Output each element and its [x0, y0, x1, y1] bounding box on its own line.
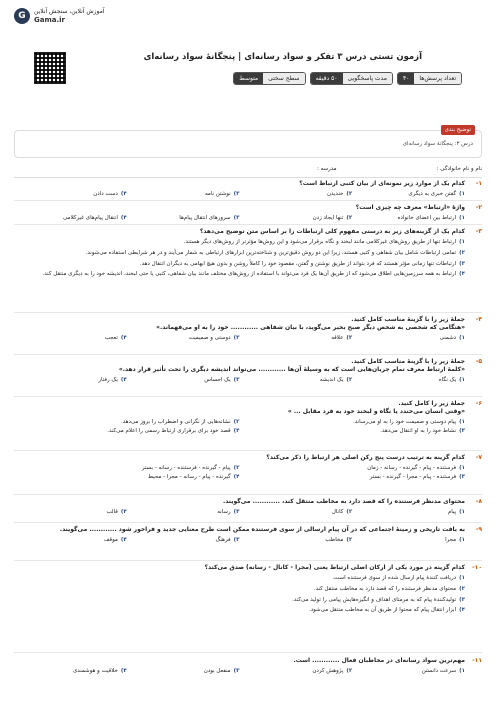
- student-info-row: [14, 166, 482, 178]
- question-7: ۷ - کدام گزینه به ترتیب درست پنج رکن اصلی هر ارتباط را ذکر می‌کند؟ ۱) فرستنده - پیام - گیرنده - رسانه - زمان ۲) پیام - گیرنده - فرستنده - رسانه - بستر ۳) فرستنده - پیام - مجرا - گیرنده - بستر ۴) گیرنده - پیام - رسانه - مجرا - محیط: [14, 454, 482, 480]
- option-2[interactable]: ۲) مخاطب: [325, 536, 353, 543]
- chip-question-count: تعداد پرسش‌ها ۴۰: [397, 72, 462, 85]
- option-1[interactable]: ۱) پیام: [447, 508, 465, 515]
- option-3[interactable]: ۳) منفعل بودن: [203, 667, 240, 674]
- option-4[interactable]: ۴) موقف: [103, 536, 127, 543]
- option-3[interactable]: ۳) فرهنگ: [215, 536, 240, 543]
- question-sentence: «کلمهٔ ارتباط معرف تمام جریان‌هایی است که به وسیلهٔ آن‌ها ............ می‌تواند اندیشه دیگری را تحت تأثیر قرار دهد.»: [118, 365, 465, 373]
- question-6: ۶ - جملهٔ زیر را کامل کنید. «وقتی انسان می‌خندد یا نگاه و لبخند خود به فرد مقابل ... » ۱) پیام دوستی و صمیمت خود را به او می‌رساند. ۲) نشانه‌هایی از نگرانی و اضطراب را بروز می‌دهد. ۳) نشاط خود را به او انتقال می‌دهد. ۴) قصد خود برای برقراری ارتباط رسمی را اعلام می‌کند.: [14, 400, 482, 434]
- question-text: محتوای مدنظر فرستنده را که قصد دارد به مخاطب منتقل کند، ............ می‌گویند.: [223, 498, 465, 505]
- question-2: ۲ - واژهٔ «ارتباط» معرف چه چیزی است؟ ۱) ارتباط بین اعضای خانواده ۲) تنها ایجاد زدن ۳) سرورهای انتقال پیام‌ها ۴) انتقال پیام‌های غیرکلامی: [14, 204, 482, 221]
- option-3[interactable]: ۳) تولیدکنندهٔ پیام که به مرمتای اهداف و انگیزه‌هایش پیامی را تولید می‌کند.: [292, 596, 465, 603]
- question-11: ۱۱ - مهم‌ترین سواد رسانه‌ای در مخاطبان فعال ............ است. ۱) سرعت دانستن ۲) پژوهش کردن ۳) منفعل بودن ۴) خلاقیت و هوشمندی: [14, 657, 482, 674]
- option-1[interactable]: ۱) یک نگاه: [438, 376, 465, 383]
- option-1[interactable]: ۱) پیام دوستی و صمیمت خود را به او می‌رساند.: [352, 418, 465, 425]
- option-2[interactable]: ۲) تمامی ارتباطات شامل بیان شفاهی و کتبی هستند، زیرا این دو روش دقیق‌ترین و شناخته‌ترین ابزارهای ارتباطی به شمار می‌آیند و در هر شرایطی استفاده می‌شوند.: [85, 249, 465, 256]
- question-text: جملهٔ زیر را با گزینهٔ مناسب کامل کنید.: [351, 316, 465, 323]
- question-text: کدام گزینه در مورد یکی از ارکان اصلی ارتباط یعنی (مجرا - کانال - رسانه) صدق می‌کند؟: [204, 564, 465, 571]
- question-10: ۱۰ - کدام گزینه در مورد یکی از ارکان اصلی ارتباط یعنی (مجرا - کانال - رسانه) صدق می‌کند؟ ۱) دریافت کنندهٔ پیام ارسال شده از سوی فرستنده است. ۲) محتوای مدنظر فرستنده را که قصد دارد به مخاطب منتقل کند. ۳) تولیدکنندهٔ پیام که به مرمتای اهداف و انگیزه‌هایش پیامی را تولید می‌کند. ۴) ابزار انتقال پیام که محتوا از طریق آن به مخاطب منتقل می‌شود.: [14, 564, 482, 614]
- question-3: ۳ - کدام یک از گزینه‌های زیر به درستی مفهوم کلی ارتباطات را بر اساس متن توضیح می‌دهد؟ ۱) ارتباط تنها از طریق روش‌های غیرکلامی مانند لبخند و نگاه برقرار می‌شود و این روش‌ها مؤثرتر از روش‌های دیگر هستند. ۲) تمامی ارتباطات شامل بیان شفاهی و کتبی هستند، زیرا این دو روش دقیق‌ترین و شناخته‌ترین ابزارهای ارتباطی به شمار می‌آیند و در هر شرایطی استفاده می‌شوند. ۳) ارتباطات تنها زمانی مؤثر هستند که فرد بتواند از طریق نوشتن و گفتن، مقصود خود را کاملاً روشن و بدون هیچ ابهامی به دیگران انتقال دهد. ۴) ارتباط به همه سرزمین‌هایی اطلاق می‌شود که از طریق آن‌ها یک فرد می‌تواند با استفاده از روش‌های مختلف مانند بیان شفاهی، کتبی یا حتی لبخند، اندیشه خود را به دیگری منتقل کند.: [14, 228, 482, 278]
- question-5: ۵ - جملهٔ زیر را با گزینهٔ مناسب کامل کنید. «کلمهٔ ارتباط معرف تمام جریان‌هایی است که به وسیلهٔ آن‌ها ............ می‌تواند اندیشه دیگری را تحت تأثیر قرار دهد.» ۱) یک نگاه ۲) یک اندیشه ۳) یک احساس ۴) یک رفتار: [14, 358, 482, 383]
- exam-info-bar: [233, 72, 462, 85]
- student-name-label: نام و نام خانوادگی :: [436, 166, 482, 172]
- question-text: مهم‌ترین سواد رسانه‌ای در مخاطبان فعال ............ است.: [293, 657, 465, 664]
- question-text: کدام گزینه به ترتیب درست پنج رکن اصلی هر ارتباط را ذکر می‌کند؟: [266, 454, 465, 461]
- option-1[interactable]: ۱) فرستنده - پیام - گیرنده - رسانه - زمان: [367, 464, 465, 471]
- school-label: مدرسه :: [316, 166, 337, 172]
- option-4[interactable]: ۴) تعجب: [104, 334, 127, 341]
- option-1[interactable]: ۱) دشمنی: [439, 334, 465, 341]
- option-1[interactable]: ۱) ارتباط تنها از طریق روش‌های غیرکلامی مانند لبخند و نگاه برقرار می‌شود و این روش‌ها مؤثرتر از روش‌های دیگر هستند.: [183, 238, 465, 245]
- question-8: ۸ - محتوای مدنظر فرستنده را که قصد دارد به مخاطب منتقل کند، ............ می‌گویند. ۱) پیام ۲) کانال ۳) رسانه ۴) قالب: [14, 498, 482, 515]
- brand-url: Gama.ir: [34, 15, 65, 24]
- option-3[interactable]: ۳) ارتباطات تنها زمانی مؤثر هستند که فرد بتواند از طریق نوشتن و گفتن، مقصود خود را کاملاً روشن و بدون هیچ ابهامی به دیگران انتقال دهد.: [139, 260, 465, 267]
- option-2[interactable]: ۲) پژوهش کردن: [312, 667, 353, 674]
- option-1[interactable]: ۱) سرعت دانستن: [421, 667, 465, 674]
- gama-logo-icon: G: [14, 8, 30, 24]
- notes-tag: توضیح بندی: [441, 125, 475, 135]
- option-2[interactable]: ۲) یک اندیشه: [319, 376, 353, 383]
- option-1[interactable]: ۱) دریافت کنندهٔ پیام ارسال شده از سوی فرستنده است.: [332, 574, 465, 581]
- question-text: به بافت تاریخی و زمینهٔ اجتماعی که در آن پیام ارسالی از سوی فرستنده ممکن است طرح معنایی جدید و فراخور شود ............ می‌گویند.: [59, 526, 465, 533]
- brand-logo[interactable]: [14, 8, 124, 24]
- option-1[interactable]: ۱) مجرا: [445, 536, 465, 543]
- question-9: ۹ - به بافت تاریخی و زمینهٔ اجتماعی که در آن پیام ارسالی از سوی فرستنده ممکن است طرح معنایی جدید و فراخور شود ............ می‌گویند. ۱) مجرا ۲) مخاطب ۳) فرهنگ ۴) موقف: [14, 526, 482, 543]
- question-text: جملهٔ زیر را با گزینهٔ مناسب کامل کنید.: [351, 358, 465, 365]
- chip-duration: مدت پاسخگویی ۵۰ دقیقه: [310, 72, 393, 85]
- question-text: کدام یک از گزینه‌های زیر به درستی مفهوم کلی ارتباطات را بر اساس متن توضیح می‌دهد؟: [199, 228, 465, 235]
- option-2[interactable]: ۲) خندیدن: [326, 190, 353, 197]
- option-3[interactable]: ۳) سرورهای انتقال پیام‌ها: [179, 214, 240, 221]
- option-4[interactable]: ۴) انتقال پیام‌های غیرکلامی: [63, 214, 127, 221]
- brand-tagline: آموزش آنلاین، سنجش آنلاین: [34, 8, 105, 16]
- option-3[interactable]: ۳) رسانه: [217, 508, 240, 515]
- option-4[interactable]: ۴) ابزار انتقال پیام که محتوا از طریق آن به مخاطب منتقل می‌شود.: [308, 607, 465, 614]
- option-2[interactable]: ۲) کانال: [331, 508, 353, 515]
- option-4[interactable]: ۴) یک رفتار: [98, 376, 127, 383]
- page-header: [14, 8, 482, 98]
- question-1: ۱ - کدام یک از موارد زیر نمونه‌ای از بیان کتبی ارتباط است؟ ۱) گفتن خبری به دیگری ۲) خندیدن ۳) نوشتن نامه ۴) دست دادن: [14, 180, 482, 197]
- option-1[interactable]: ۱) ارتباط بین اعضای خانواده: [397, 214, 465, 221]
- option-1[interactable]: ۱) گفتن خبری به دیگری: [408, 190, 465, 197]
- question-sentence: «هنگامی که شخصی به شخص دیگر صبح بخیر می‌گوید، با بیان شفاهی ............ خود را به او می‌فهماند.»: [156, 323, 465, 331]
- option-2[interactable]: ۲) علاقه: [331, 334, 353, 341]
- option-4[interactable]: ۴) گیرنده - پیام - رسانه - مجرا - محیط: [147, 473, 240, 480]
- option-4[interactable]: ۴) دست دادن: [93, 190, 127, 197]
- option-3[interactable]: ۳) فرستنده - پیام - مجرا - گیرنده - بستر: [369, 473, 465, 480]
- option-2[interactable]: ۲) نشانه‌هایی از نگرانی و اضطراب را بروز می‌دهد.: [120, 418, 240, 425]
- option-3[interactable]: ۳) نوشتن نامه: [204, 190, 240, 197]
- question-sentence: «وقتی انسان می‌خندد یا نگاه و لبخند خود به فرد مقابل ... »: [287, 407, 465, 415]
- exam-title: آزمون تستی درس ۳ تفکر و سواد رسانه‌ای | پنجگانهٔ سواد رسانه‌ای: [143, 52, 422, 62]
- notes-text: درس ۳: پنجگانهٔ سواد رسانه‌ای: [402, 141, 473, 147]
- question-4: ۴ - جملهٔ زیر را با گزینهٔ مناسب کامل کنید. «هنگامی که شخصی به شخص دیگر صبح بخیر می‌گوید، با بیان شفاهی ............ خود را به او می‌فهماند.» ۱) دشمنی ۲) علاقه ۳) دوستی و صمیمیت ۴) تعجب: [14, 316, 482, 341]
- option-2[interactable]: ۲) پیام - گیرنده - فرستنده - رسانه - بستر: [141, 464, 240, 471]
- option-2[interactable]: ۲) تنها ایجاد زدن: [312, 214, 353, 221]
- question-text: واژهٔ «ارتباط» معرف چه چیزی است؟: [355, 204, 465, 211]
- question-text: کدام یک از موارد زیر نمونه‌ای از بیان کتبی ارتباط است؟: [299, 180, 465, 187]
- option-2[interactable]: ۲) محتوای مدنظر فرستنده را که قصد دارد به مخاطب منتقل کند.: [313, 585, 465, 592]
- option-4[interactable]: ۴) قالب: [106, 508, 127, 515]
- option-3[interactable]: ۳) نشاط خود را به او انتقال می‌دهد.: [380, 427, 465, 434]
- notes-box: [14, 127, 482, 158]
- option-3[interactable]: ۳) یک احساس: [204, 376, 240, 383]
- option-4[interactable]: ۴) ارتباط به همه سرزمین‌هایی اطلاق می‌شود که از طریق آن‌ها یک فرد می‌تواند با استفاده از روش‌های مختلف مانند بیان شفاهی، کتبی یا حتی لبخند، اندیشه خود را به دیگری منتقل کند.: [42, 271, 465, 278]
- option-4[interactable]: ۴) قصد خود برای برقراری ارتباط رسمی را اعلام می‌کند.: [107, 427, 240, 434]
- question-text: جملهٔ زیر را کامل کنید.: [398, 400, 465, 407]
- qr-code-icon: [34, 52, 66, 84]
- chip-difficulty: سطح سختی متوسط: [233, 72, 305, 85]
- option-4[interactable]: ۴) خلاقیت و هوشمندی: [72, 667, 127, 674]
- option-3[interactable]: ۳) دوستی و صمیمیت: [188, 334, 240, 341]
